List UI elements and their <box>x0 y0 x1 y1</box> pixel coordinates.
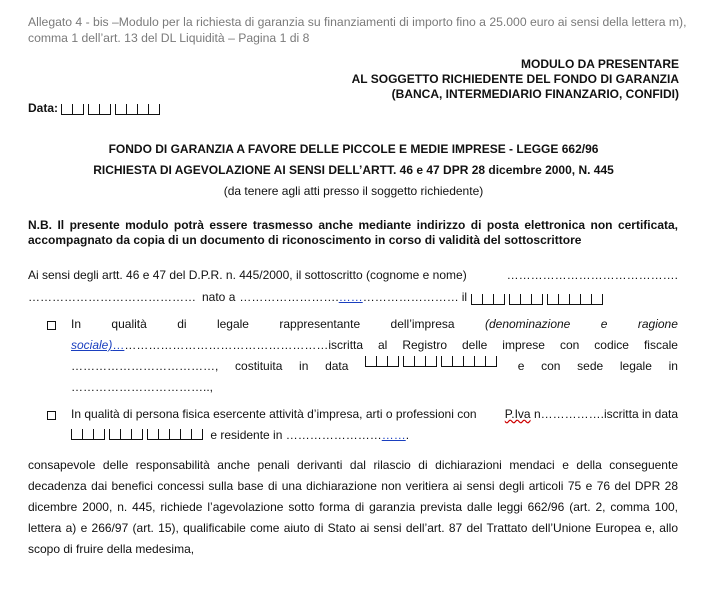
signer-line-1 <box>28 267 678 283</box>
date-boxes[interactable] <box>61 104 164 115</box>
birthplace-field[interactable]: …………………….………………………… <box>239 290 459 304</box>
title-line-1: FONDO DI GARANZIA A FAVORE DELLE PICCOLE E MEDIE IMPRESE - LEGGE 662/96 <box>108 142 599 156</box>
checkbox-sole-trader[interactable] <box>47 411 56 420</box>
birthdate-label: il <box>461 290 468 304</box>
company-name-field[interactable]: sociale)………………………………………………iscritta <box>71 338 364 352</box>
recipient-line-3: (BANCA, INTERMEDIARIO FINANZARIO, CONFIDI) <box>391 87 679 101</box>
option1-line-1: In qualità di legale rappresentante dell’impresa (denominazione e ragione <box>71 317 678 331</box>
option1-line-4 <box>71 377 678 398</box>
checkbox-legal-representative[interactable] <box>47 321 56 330</box>
signer-name-field-cont[interactable]: …………………………………… <box>28 290 196 304</box>
header-line-1: Allegato 4 - bis –Modulo per la richiesta di garanzia su finanziamenti di importo fino a 25.000 euro ai sensi della lettera m), <box>28 15 687 29</box>
option2-line-1: In qualità di persona fisica esercente attività d’impresa, arti o professioni con P.Iva n…………….iscritta in data <box>71 407 678 421</box>
option1-line-3: ………………………………, costituita in data e con sede legale in <box>71 356 678 377</box>
birthplace-label: nato a <box>202 290 236 304</box>
recipient-line-1: MODULO DA PRESENTARE <box>520 57 679 71</box>
birthdate-boxes[interactable] <box>471 294 607 305</box>
tax-code-field[interactable]: ………………………………, <box>71 359 219 373</box>
document-header <box>28 14 688 46</box>
date-row <box>28 101 164 115</box>
declaration-paragraph: consapevole delle responsabilità anche penali derivanti dal rilascio di dichiarazioni mendaci e della conseguente decadenza dai benefici concessi sulla base di una dichiarazione non veritiera ai sensi degli articoli 75 e 76 del DPR 28 dicembre 2000, n. 445, richiede l’agevolazione sotto forma di garanzia prevista dalle leggi 662/96 (art. 2, comma 100, lettera a) e 266/97 (art. 15), qualificabile come aiuto di Stato ai sensi dell’art. 87 del Trattato dell’Unione Europea e, allo scopo di fruire della medesima, <box>28 458 678 556</box>
signer-line-2 <box>28 289 678 305</box>
signer-intro-text: Ai sensi degli artt. 46 e 47 del D.P.R. n. 445/2000, il sottoscritto (cognome e nome) <box>28 268 467 282</box>
title-line-3: (da tenere agli atti presso il soggetto richiedente) <box>223 184 484 198</box>
residence-field[interactable]: ………………………… <box>285 428 406 442</box>
vat-number-field[interactable]: n…………….iscritta in data <box>533 407 678 421</box>
option1-line-2: sociale)………………………………………………iscritta al Registro delle imprese con codice fiscale <box>71 335 678 356</box>
nb-note: N.B. Il presente modulo potrà essere trasmesso anche mediante indirizzo di posta elettronica non certificata, accompagnato da copia di un documento di riconoscimento in corso di validità del sottoscrittore <box>28 218 678 247</box>
date-label: Data: <box>28 101 59 115</box>
registered-office-field[interactable]: …………………………….., <box>71 380 214 394</box>
recipient-line-2: AL SOGGETTO RICHIEDENTE DEL FONDO DI GARANZIA <box>351 72 679 86</box>
month-boxes[interactable] <box>88 104 111 115</box>
option-legal-representative <box>47 314 678 398</box>
signer-name-field[interactable]: ……………………………………. <box>506 268 678 282</box>
year-boxes[interactable] <box>115 104 160 115</box>
day-boxes[interactable] <box>61 104 84 115</box>
title-line-2: RICHIESTA DI AGEVOLAZIONE AI SENSI DELL’ARTT. 46 e 47 DPR 28 dicembre 2000, N. 445 <box>93 163 614 177</box>
incorporation-date-boxes[interactable] <box>365 356 501 377</box>
recipient-block <box>352 57 679 102</box>
option2-line-2: e residente in …………………………. <box>71 425 678 446</box>
registration-date-boxes[interactable] <box>71 429 207 440</box>
header-line-2: comma 1 dell’art. 13 del DL Liquidità – Pagina 1 di 8 <box>28 31 310 45</box>
option-sole-trader <box>47 404 678 446</box>
